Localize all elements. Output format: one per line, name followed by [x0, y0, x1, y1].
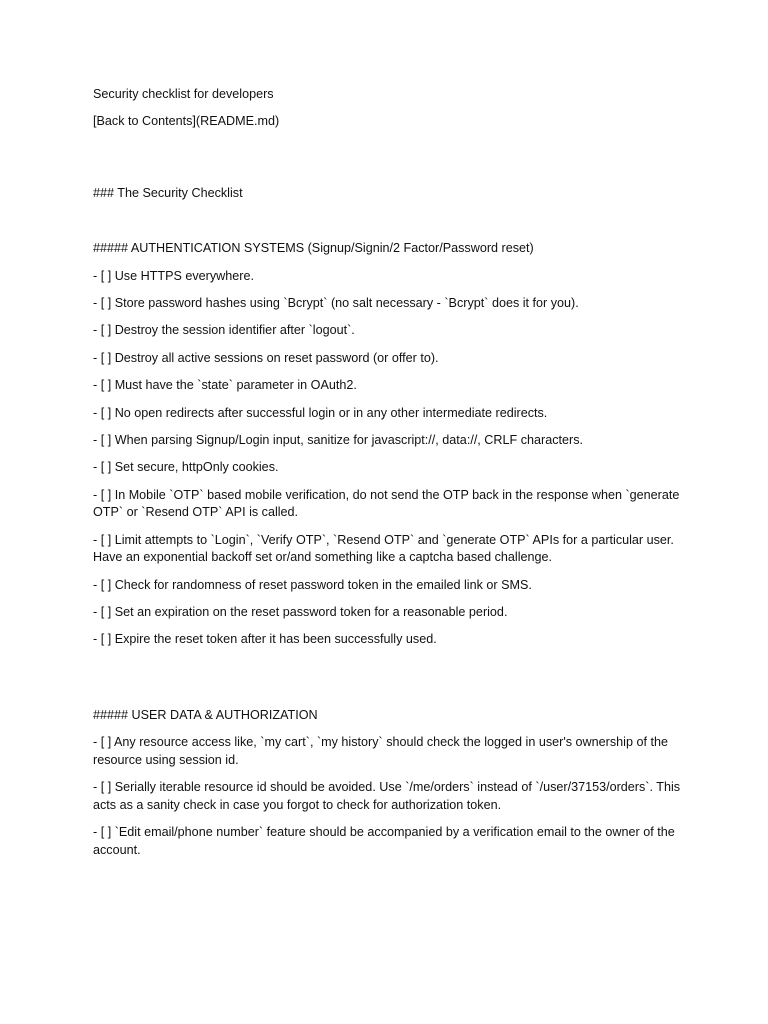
back-to-contents-link: [Back to Contents](README.md): [93, 114, 280, 129]
checklist-item: - [ ] No open redirects after successful login or in any other intermediate redirects.: [93, 405, 548, 420]
checklist-item: - [ ] `Edit email/phone number` feature should be accompanied by a verification email to the owner of the account.: [93, 825, 675, 857]
userdata-heading: ##### USER DATA & AUTHORIZATION: [93, 707, 318, 722]
document-page: [93, 86, 683, 869]
checklist-item: - [ ] Expire the reset token after it has been successfully used.: [93, 632, 437, 647]
checklist-item: - [ ] Use HTTPS everywhere.: [93, 268, 254, 283]
auth-heading: ##### AUTHENTICATION SYSTEMS (Signup/Signin/2 Factor/Password reset): [93, 241, 534, 256]
checklist-item: - [ ] When parsing Signup/Login input, sanitize for javascript://, data://, CRLF characters.: [93, 432, 583, 447]
checklist-item: - [ ] Must have the `state` parameter in OAuth2.: [93, 378, 357, 393]
spacer: [93, 659, 683, 707]
checklist-item: - [ ] Destroy all active sessions on reset password (or offer to).: [93, 350, 439, 365]
checklist-item: - [ ] Set an expiration on the reset password token for a reasonable period.: [93, 605, 508, 620]
checklist-item: - [ ] Set secure, httpOnly cookies.: [93, 460, 279, 475]
spacer: [93, 141, 683, 185]
section-heading: ### The Security Checklist: [93, 185, 243, 200]
checklist-item: - [ ] Destroy the session identifier after `logout`.: [93, 323, 355, 338]
checklist-item: - [ ] Check for randomness of reset password token in the emailed link or SMS.: [93, 577, 532, 592]
checklist-item: - [ ] Serially iterable resource id should be avoided. Use `/me/orders` instead of `/user/37153/orders`. This acts as a sanity check in case you forgot to check for authorization token.: [93, 780, 681, 812]
checklist-item: - [ ] Store password hashes using `Bcrypt` (no salt necessary - `Bcrypt` does it for you).: [93, 295, 579, 310]
checklist-item: - [ ] Limit attempts to `Login`, `Verify OTP`, `Resend OTP` and `generate OTP` APIs for a particular user. Have an exponential backoff set or/and something like a captcha based challenge.: [93, 532, 674, 565]
document-title: Security checklist for developers: [93, 87, 274, 101]
spacer: [93, 212, 683, 240]
checklist-item: - [ ] In Mobile `OTP` based mobile verification, do not send the OTP back in the response when `generate OTP` or `Resend OTP` API is called.: [93, 487, 680, 520]
checklist-item: - [ ] Any resource access like, `my cart`, `my history` should check the logged in user's ownership of the resource using session id.: [93, 735, 668, 767]
